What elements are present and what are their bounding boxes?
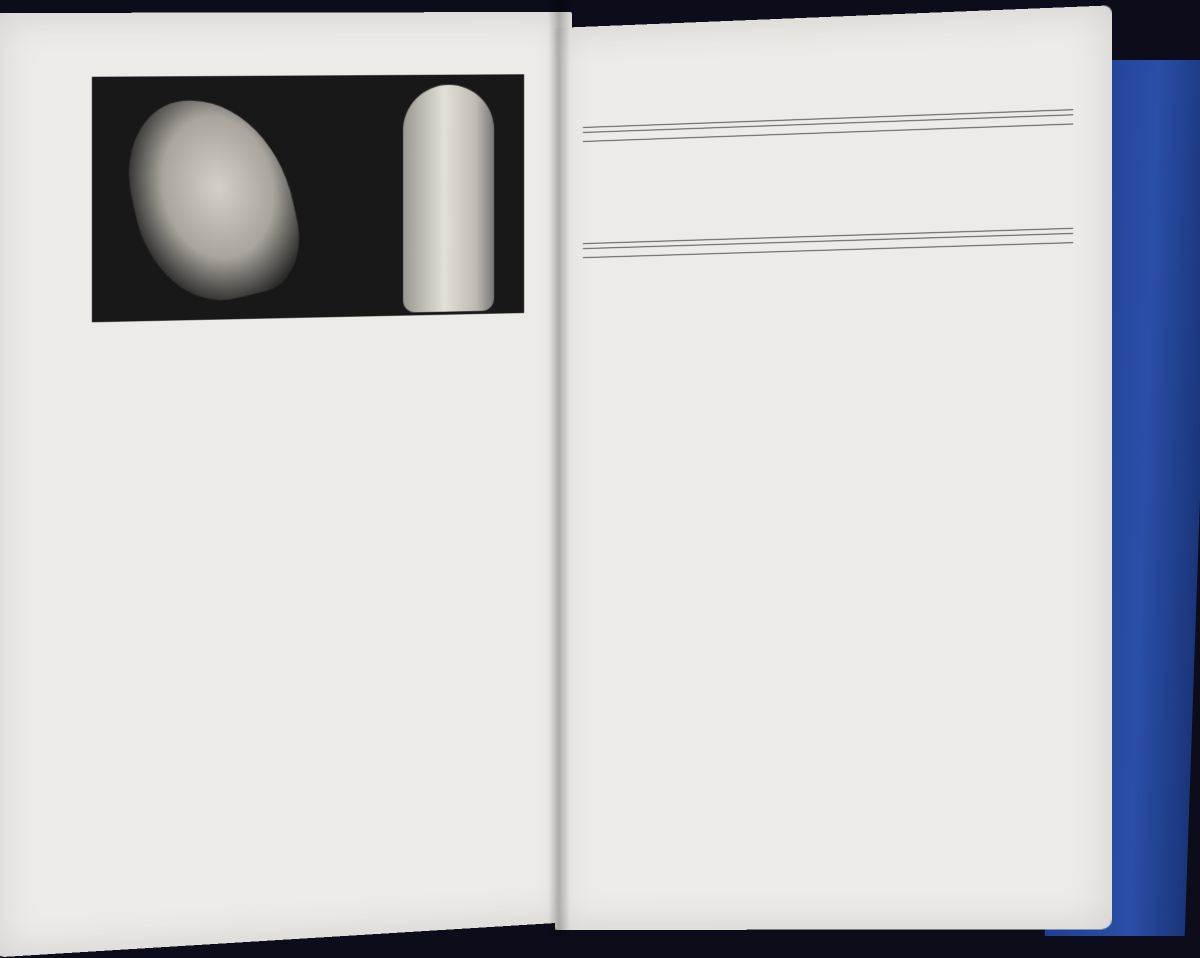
right-page [555,5,1112,930]
figure-photograph [92,74,524,322]
scapula-image [114,82,310,316]
table-2 [583,228,1073,258]
table-1 [583,109,1073,142]
technique-paragraph [60,699,554,722]
humerus-image [403,85,494,313]
right-body-paragraph [581,336,1082,349]
results-paragraph [73,422,556,436]
left-page [0,12,572,958]
